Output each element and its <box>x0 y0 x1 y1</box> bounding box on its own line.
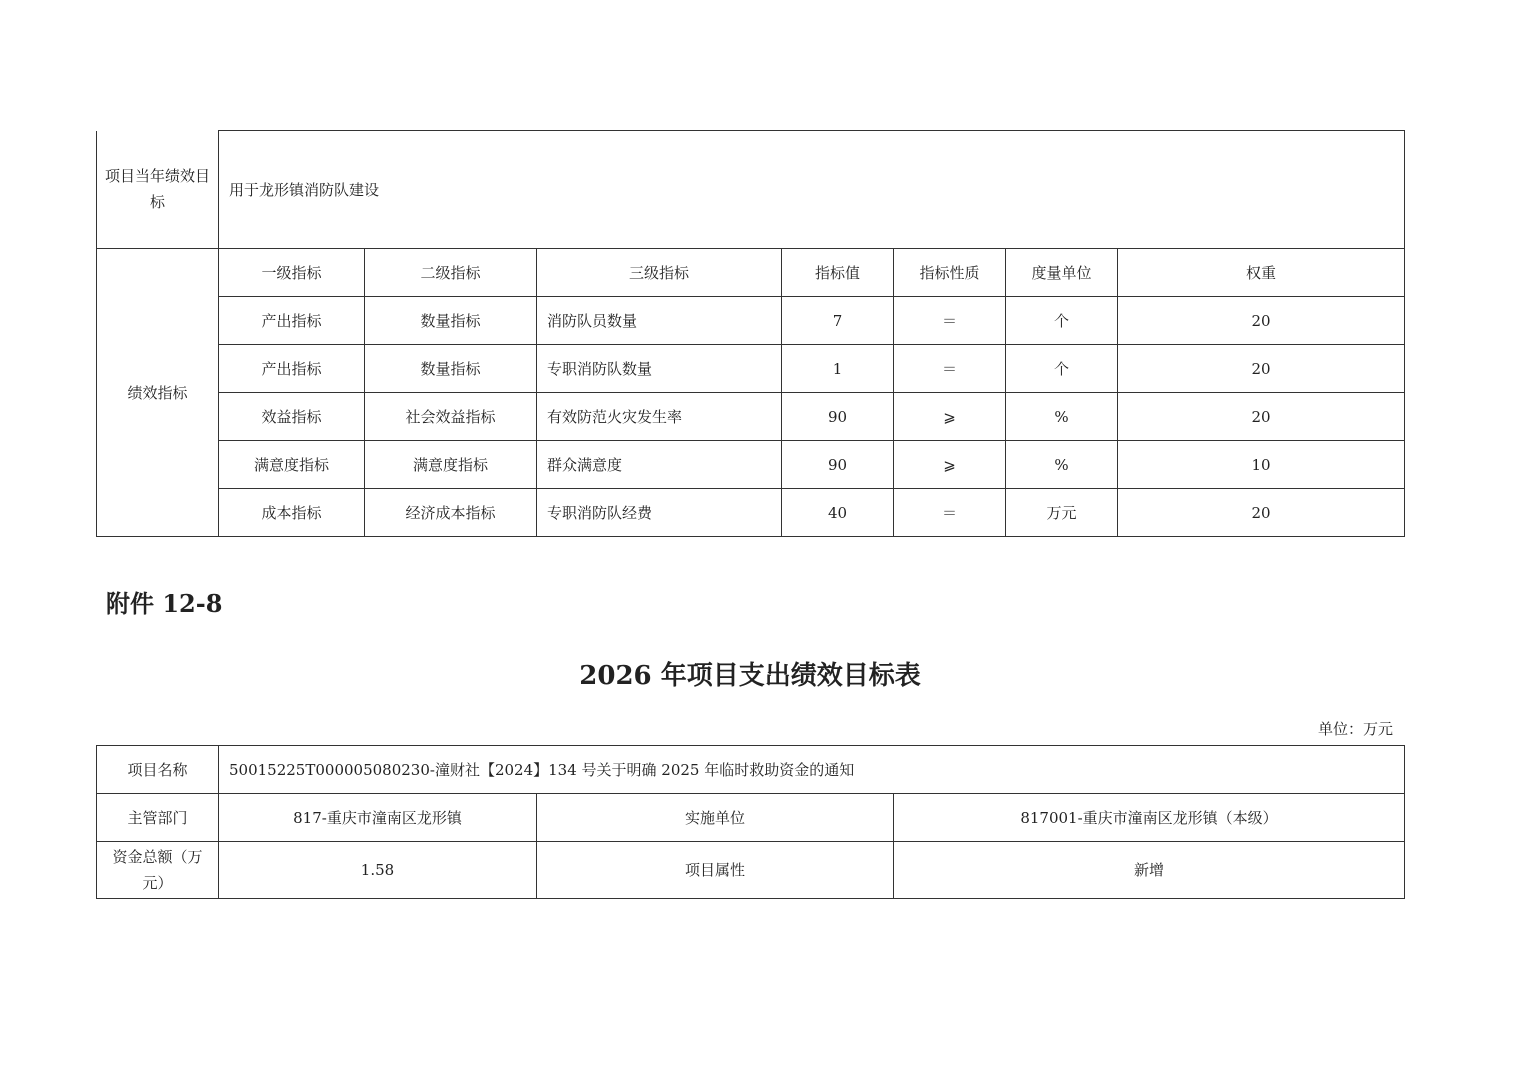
performance-indicators-table <box>96 130 1405 537</box>
table-row <box>97 441 1405 489</box>
unit-note: 单位：万元 <box>1317 720 1393 738</box>
cell-level2: 经济成本指标 <box>365 489 537 537</box>
cell-level3: 群众满意度 <box>537 441 782 489</box>
attr-label: 项目属性 <box>537 842 894 899</box>
cell-level2: 数量指标 <box>365 297 537 345</box>
cell-level1: 满意度指标 <box>219 441 365 489</box>
table-row <box>97 489 1405 537</box>
cell-nature: ＝ <box>894 345 1006 393</box>
amount-label: 资金总额（万元） <box>97 842 219 899</box>
cell-value: 7 <box>782 297 894 345</box>
table-row <box>97 345 1405 393</box>
dept-label: 主管部门 <box>97 794 219 842</box>
cell-level3: 专职消防队经费 <box>537 489 782 537</box>
cell-weight: 20 <box>1118 393 1405 441</box>
cell-value: 40 <box>782 489 894 537</box>
cell-unit: % <box>1006 393 1118 441</box>
cell-unit: 个 <box>1006 297 1118 345</box>
project-info-table <box>96 745 1405 899</box>
indicators-label: 绩效指标 <box>97 249 219 537</box>
header-weight: 权重 <box>1118 249 1405 297</box>
annex-number: 附件 12-8 <box>106 589 223 618</box>
cell-level2: 满意度指标 <box>365 441 537 489</box>
cell-value: 90 <box>782 441 894 489</box>
dept-value: 817-重庆市潼南区龙形镇 <box>219 794 537 842</box>
cell-value: 90 <box>782 393 894 441</box>
goal-label: 项目当年绩效目标 <box>97 131 219 249</box>
cell-level2: 数量指标 <box>365 345 537 393</box>
header-unit: 度量单位 <box>1006 249 1118 297</box>
cell-level2: 社会效益指标 <box>365 393 537 441</box>
header-value: 指标值 <box>782 249 894 297</box>
cell-unit: 万元 <box>1006 489 1118 537</box>
cell-weight: 20 <box>1118 489 1405 537</box>
cell-level1: 产出指标 <box>219 297 365 345</box>
page-title: 2026 年项目支出绩效目标表 <box>579 661 921 691</box>
amount-value: 1.58 <box>219 842 537 899</box>
cell-level3: 专职消防队数量 <box>537 345 782 393</box>
cell-level1: 成本指标 <box>219 489 365 537</box>
attr-value: 新增 <box>894 842 1405 899</box>
header-level2: 二级指标 <box>365 249 537 297</box>
cell-level1: 效益指标 <box>219 393 365 441</box>
cell-nature: ⩾ <box>894 393 1006 441</box>
project-name-label: 项目名称 <box>97 746 219 794</box>
header-level1: 一级指标 <box>219 249 365 297</box>
goal-text: 用于龙形镇消防队建设 <box>219 131 1405 249</box>
table-row <box>97 297 1405 345</box>
cell-weight: 10 <box>1118 441 1405 489</box>
cell-unit: % <box>1006 441 1118 489</box>
cell-level3: 消防队员数量 <box>537 297 782 345</box>
header-nature: 指标性质 <box>894 249 1006 297</box>
impl-value: 817001-重庆市潼南区龙形镇（本级） <box>894 794 1405 842</box>
impl-label: 实施单位 <box>537 794 894 842</box>
cell-nature: ＝ <box>894 297 1006 345</box>
table-row <box>97 393 1405 441</box>
cell-level3: 有效防范火灾发生率 <box>537 393 782 441</box>
cell-weight: 20 <box>1118 297 1405 345</box>
cell-unit: 个 <box>1006 345 1118 393</box>
project-name-value: 50015225T000005080230-潼财社【2024】134 号关于明确 2025 年临时救助资金的通知 <box>219 746 1405 794</box>
cell-nature: ＝ <box>894 489 1006 537</box>
cell-value: 1 <box>782 345 894 393</box>
cell-level1: 产出指标 <box>219 345 365 393</box>
cell-weight: 20 <box>1118 345 1405 393</box>
header-level3: 三级指标 <box>537 249 782 297</box>
cell-nature: ⩾ <box>894 441 1006 489</box>
